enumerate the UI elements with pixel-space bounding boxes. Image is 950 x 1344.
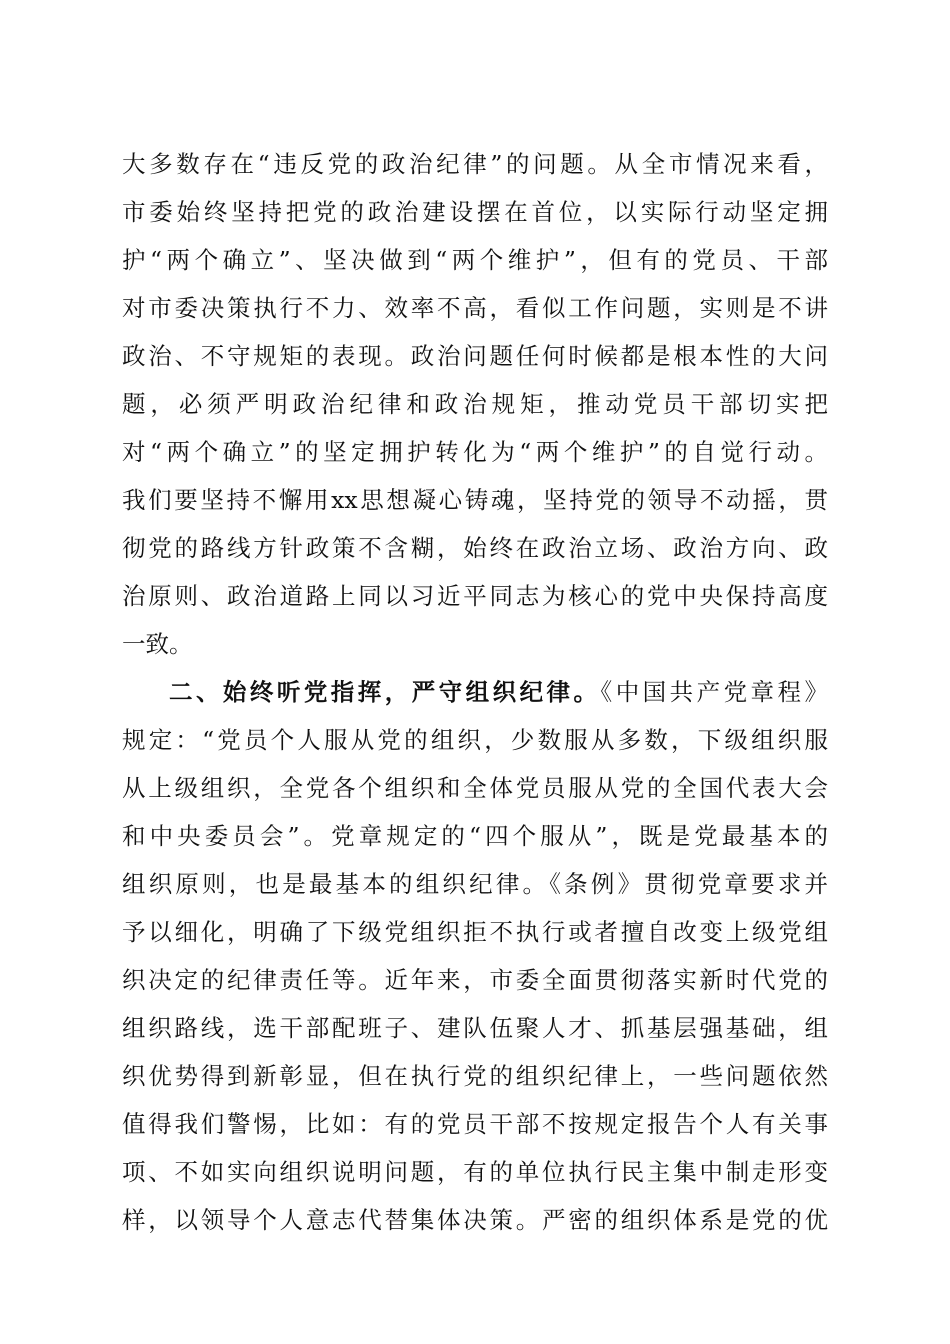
paragraph-line: 治原则、政治道路上同以习近平同志为核心的党中央保持高度 <box>122 582 828 610</box>
paragraph-line: 一致。 <box>122 630 193 658</box>
paragraph-line: 织决定的纪律责任等。近年来，市委全面贯彻落实新时代党的 <box>122 966 828 994</box>
paragraph-line: 从上级组织，全党各个组织和全体党员服从党的全国代表大会 <box>122 774 828 802</box>
paragraph-line: 项、不如实向组织说明问题，有的单位执行民主集中制走形变 <box>122 1158 828 1186</box>
paragraph-line: 对市委决策执行不力、效率不高，看似工作问题，实则是不讲 <box>122 294 828 322</box>
paragraph-line: 样，以领导个人意志代替集体决策。严密的组织体系是党的优 <box>122 1206 828 1234</box>
paragraph-line: 题，必须严明政治纪律和政治规矩，推动党员干部切实把 <box>122 390 828 418</box>
paragraph-line: 予以细化，明确了下级党组织拒不执行或者擅自改变上级党组 <box>122 918 828 946</box>
paragraph-line: 大多数存在“违反党的政治纪律”的问题。从全市情况来看， <box>122 150 828 178</box>
body-text <box>122 140 828 1244</box>
paragraph-line: 规定：“党员个人服从党的组织，少数服从多数，下级组织服 <box>122 726 828 754</box>
paragraph-line: 护“两个确立”、坚决做到“两个维护”，但有的党员、干部 <box>122 246 828 274</box>
paragraph-line: 市委始终坚持把党的政治建设摆在首位，以实际行动坚定拥 <box>122 198 828 226</box>
paragraph-line: 彻党的路线方针政策不含糊，始终在政治立场、政治方向、政 <box>122 534 828 562</box>
paragraph-line: 和中央委员会”。党章规定的“四个服从”，既是党最基本的 <box>122 822 828 850</box>
paragraph-line: 我们要坚持不懈用xx思想凝心铸魂，坚持党的领导不动摇，贯 <box>122 486 828 514</box>
paragraph-line: 政治、不守规矩的表现。政治问题任何时候都是根本性的大问 <box>122 342 828 370</box>
section-heading-rest: 《中国共产党章程》 <box>600 678 828 706</box>
paragraph-line: 组织原则，也是最基本的组织纪律。《条例》贯彻党章要求并 <box>122 870 828 898</box>
paragraph-line: 织优势得到新彰显，但在执行党的组织纪律上，一些问题依然 <box>122 1062 828 1090</box>
section-heading: 二、始终听党指挥，严守组织纪律。 <box>169 678 601 706</box>
paragraph-line: 值得我们警惕，比如：有的党员干部不按规定报告个人有关事 <box>122 1110 828 1138</box>
paragraph-line: 对“两个确立”的坚定拥护转化为“两个维护”的自觉行动。 <box>122 438 828 466</box>
section-heading-line <box>122 668 828 716</box>
paragraph-line: 组织路线，选干部配班子、建队伍聚人才、抓基层强基础，组 <box>122 1014 828 1042</box>
